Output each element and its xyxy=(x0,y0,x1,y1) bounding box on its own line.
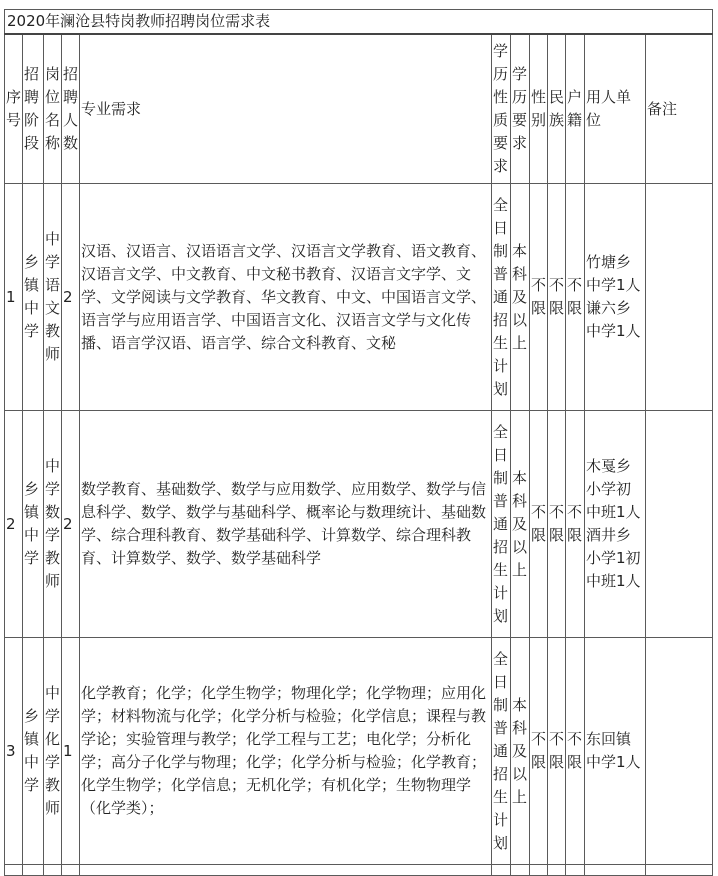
header-count: 招聘人数 xyxy=(62,34,80,184)
cell-empty xyxy=(548,865,566,876)
cell-note xyxy=(646,411,713,638)
cell-note xyxy=(646,638,713,865)
header-unit: 用人单位 xyxy=(585,34,646,184)
cell-count: 1 xyxy=(62,638,80,865)
cell-unit: 竹塘乡中学1人谦六乡中学1人 xyxy=(585,184,646,411)
cell-edu-type: 全日制普通招生计划 xyxy=(492,638,511,865)
header-edu-req: 学历要求 xyxy=(511,34,530,184)
cell-seq: 1 xyxy=(5,184,23,411)
cell-seq: 2 xyxy=(5,411,23,638)
cell-count: 2 xyxy=(62,184,80,411)
cell-stage: 乡镇中学 xyxy=(23,184,44,411)
cell-ethnic: 不限 xyxy=(548,638,566,865)
cell-count: 2 xyxy=(62,411,80,638)
header-row xyxy=(5,34,713,184)
cell-post: 中学化学教师 xyxy=(44,638,62,865)
cell-empty xyxy=(62,865,80,876)
cell-ethnic: 不限 xyxy=(548,411,566,638)
cell-empty xyxy=(23,865,44,876)
cell-major: 汉语、汉语言、汉语语言文学、汉语言文学教育、语文教育、汉语言文学、中文教育、中文秘书教育、汉语言文字学、文学、文学阅读与文学教育、华文教育、中文、中国语言文学、语言学与应用语言学、中国语言文化、汉语言文学与文化传播、语言学汉语、语言学、综合文科教育、文秘 xyxy=(80,184,492,411)
cell-hukou: 不限 xyxy=(566,638,585,865)
table-row xyxy=(5,184,713,411)
header-note: 备注 xyxy=(646,34,713,184)
cell-post: 中学数学教师 xyxy=(44,411,62,638)
header-seq: 序号 xyxy=(5,34,23,184)
cell-major: 化学教育；化学；化学生物学；物理化学；化学物理；应用化学；材料物流与化学；化学分析与检验；化学信息；课程与教学论；实验管理与教学；化学工程与工艺；电化学；分析化学；高分子化学与物理；化学；化学分析与检验；化学教育；化学生物学；化学信息；无机化学；有机化学；生物物理学（化学类）； xyxy=(80,638,492,865)
cell-edu-type: 全日制普通招生计划 xyxy=(492,184,511,411)
cell-note xyxy=(646,184,713,411)
cell-hukou: 不限 xyxy=(566,184,585,411)
header-gender: 性别 xyxy=(530,34,548,184)
table-title: 2020年澜沧县特岗教师招聘岗位需求表 xyxy=(5,10,713,35)
header-stage: 招聘阶段 xyxy=(23,34,44,184)
cell-gender: 不限 xyxy=(530,638,548,865)
cell-empty xyxy=(585,865,646,876)
cell-empty xyxy=(5,865,23,876)
cell-hukou: 不限 xyxy=(566,411,585,638)
cell-stage: 乡镇中学 xyxy=(23,638,44,865)
cell-empty xyxy=(566,865,585,876)
cell-seq: 3 xyxy=(5,638,23,865)
table-row xyxy=(5,411,713,638)
cell-empty xyxy=(511,865,530,876)
cell-empty xyxy=(646,865,713,876)
header-edu-type: 学历性质要求 xyxy=(492,34,511,184)
header-post: 岗位名称 xyxy=(44,34,62,184)
cell-edu-req: 本科及以上 xyxy=(511,638,530,865)
cell-post: 中学语文教师 xyxy=(44,184,62,411)
cell-empty xyxy=(492,865,511,876)
cell-gender: 不限 xyxy=(530,184,548,411)
cell-empty xyxy=(44,865,62,876)
cell-unit: 木戛乡小学初中班1人酒井乡小学1初中班1人 xyxy=(585,411,646,638)
cell-ethnic: 不限 xyxy=(548,184,566,411)
header-hukou: 户籍 xyxy=(566,34,585,184)
table-row-partial xyxy=(5,865,713,876)
header-ethnic: 民族 xyxy=(548,34,566,184)
cell-edu-type: 全日制普通招生计划 xyxy=(492,411,511,638)
cell-edu-req: 本科及以上 xyxy=(511,411,530,638)
cell-empty xyxy=(530,865,548,876)
table-title-row xyxy=(5,10,713,35)
cell-empty xyxy=(80,865,492,876)
table-row xyxy=(5,638,713,865)
cell-stage: 乡镇中学 xyxy=(23,411,44,638)
cell-gender: 不限 xyxy=(530,411,548,638)
cell-unit: 东回镇中学1人 xyxy=(585,638,646,865)
header-major: 专业需求 xyxy=(80,34,492,184)
cell-edu-req: 本科及以上 xyxy=(511,184,530,411)
recruitment-table xyxy=(4,9,713,876)
cell-major: 数学教育、基础数学、数学与应用数学、应用数学、数学与信息科学、数学、数学与基础科学、概率论与数理统计、基础数学、综合理科教育、数学基础科学、计算数学、综合理科教育、计算数学、数学、数学基础科学 xyxy=(80,411,492,638)
